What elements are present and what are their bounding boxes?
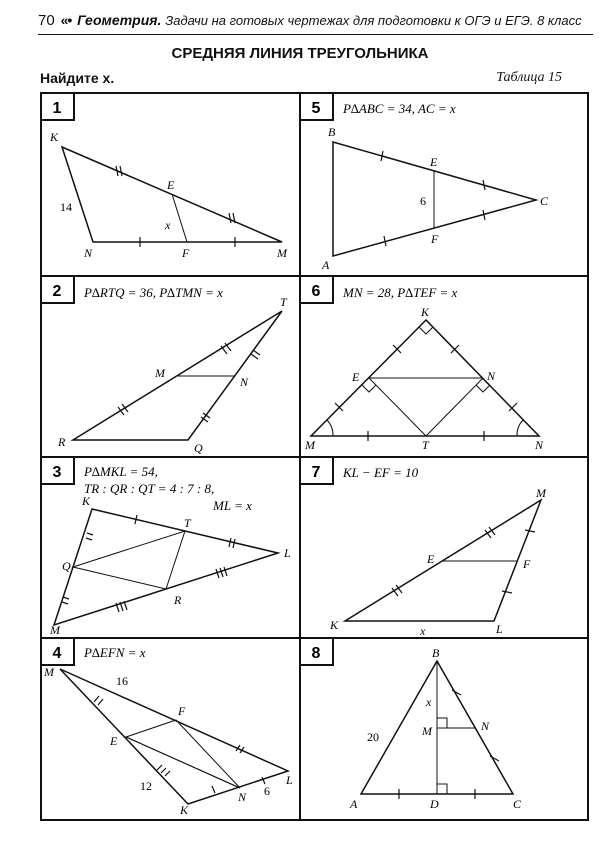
vertex-label-B: B	[328, 125, 336, 139]
problem-number: 8	[311, 645, 321, 662]
side-value-6: 6	[264, 784, 270, 798]
vertex-label-E: E	[167, 178, 175, 192]
vertex-label-F: F	[431, 232, 439, 246]
side-value-16: 16	[116, 674, 128, 688]
vertex-label-M: M	[155, 366, 165, 380]
vertex-label-T: T	[280, 295, 287, 309]
vertex-label-F: F	[523, 557, 531, 571]
number-box-2	[41, 276, 74, 303]
vertex-label-K: K	[421, 305, 430, 319]
condition-3-line2: TR : QR : QT = 4 : 7 : 8,	[84, 481, 215, 496]
vertex-label-D: D	[430, 797, 439, 811]
angle-arc-N	[517, 420, 523, 436]
vertex-label-A: A	[322, 258, 330, 272]
vertex-label-F: F	[182, 246, 190, 260]
figure-4	[43, 665, 293, 817]
problem-number: 6	[311, 283, 321, 300]
triangle-TRQ	[73, 311, 282, 440]
vertex-label-K: K	[330, 618, 339, 632]
book-title: Геометрия.	[77, 12, 162, 28]
side-value-6: 6	[420, 194, 426, 208]
vertex-label-N-mid: N	[487, 369, 496, 383]
vertex-label-T: T	[422, 438, 429, 452]
vertex-label-E: E	[352, 370, 360, 384]
number-box-1	[41, 93, 74, 120]
figure-7	[329, 486, 547, 638]
number-box-6	[300, 276, 333, 303]
vertex-label-A: A	[350, 797, 358, 811]
triangle-MLK	[60, 669, 288, 804]
side-value-14: 14	[60, 200, 72, 214]
right-angle-M	[437, 718, 447, 728]
number-box-5	[300, 93, 333, 120]
right-angle-N	[476, 385, 490, 392]
right-angle-D	[437, 784, 447, 794]
vertex-label-N: N	[84, 246, 93, 260]
vertex-label-Q: Q	[62, 559, 71, 573]
angle-arc-M	[327, 420, 333, 436]
unknown-x: x	[420, 624, 426, 638]
vertex-label-N: N	[238, 790, 247, 804]
vertex-label-N: N	[535, 438, 544, 452]
vertex-label-K: K	[180, 803, 189, 817]
vertex-label-M: M	[277, 246, 287, 260]
vertex-label-E: E	[110, 734, 118, 748]
figure-1	[49, 130, 288, 260]
problem-number: 7	[311, 464, 321, 481]
vertex-label-E: E	[427, 552, 435, 566]
condition-6: MN = 28, P∆TEF = x	[343, 285, 458, 300]
vertex-label-L: L	[286, 773, 293, 787]
problem-number: 2	[52, 283, 62, 300]
figure-3	[49, 494, 291, 637]
unknown-x: x	[426, 695, 432, 709]
condition-3-line3: ML = x	[213, 498, 252, 513]
vertex-label-Q: Q	[194, 441, 203, 455]
right-angle-K	[419, 327, 433, 334]
vertex-label-L: L	[496, 622, 503, 636]
vertex-label-B: B	[432, 646, 440, 660]
vertex-label-E: E	[430, 155, 438, 169]
side-value-12: 12	[140, 779, 152, 793]
figure-6	[304, 305, 544, 452]
vertex-label-M: M	[50, 623, 60, 637]
condition-2: P∆RTQ = 36, P∆TMN = x	[84, 285, 223, 300]
problem-number: 5	[311, 100, 321, 117]
triangle-KLM	[54, 509, 278, 625]
number-box-4	[41, 638, 74, 665]
condition-4: P∆EFN = x	[84, 645, 146, 660]
vertex-label-L: L	[284, 546, 291, 560]
vertex-label-C: C	[513, 797, 522, 811]
vertex-label-K: K	[50, 130, 59, 144]
number-box-7	[300, 457, 333, 484]
condition-7: KL − EF = 10	[343, 465, 419, 480]
side-value-20: 20	[367, 730, 379, 744]
table-label: Таблица 15	[496, 70, 562, 85]
vertex-label-N: N	[240, 375, 249, 389]
problem-number: 4	[52, 645, 62, 662]
vertex-label-M: M	[536, 486, 546, 500]
figure-8	[349, 646, 522, 811]
vertex-label-M: M	[44, 665, 54, 679]
segments-ETN	[369, 378, 483, 436]
number-box-8	[300, 638, 333, 665]
triangle-EFN	[126, 720, 240, 788]
figure-2	[57, 295, 288, 455]
vertex-label-M: M	[305, 438, 315, 452]
figure-5	[321, 125, 549, 272]
problem-number: 1	[52, 100, 62, 117]
vertex-label-C: C	[540, 194, 549, 208]
vertex-label-K: K	[82, 494, 91, 508]
problem-number: 3	[52, 464, 62, 481]
segment-EF	[172, 194, 187, 242]
condition-5: P∆ABC = 34, AC = x	[343, 101, 456, 116]
vertex-label-R: R	[174, 593, 182, 607]
vertex-label-M: M	[422, 724, 432, 738]
book-subtitle: Задачи на готовых чертежах для подготовки к ОГЭ и ЕГЭ. 8 класс	[165, 13, 582, 28]
vertex-label-F: F	[178, 704, 186, 718]
section-title: СРЕДНЯЯ ЛИНИЯ ТРЕУГОЛЬНИКА	[171, 45, 429, 62]
condition-3-line1: P∆MKL = 54,	[84, 464, 158, 479]
instruction: Найдите x.	[40, 70, 115, 86]
number-box-3	[41, 457, 74, 484]
right-angle-E	[362, 385, 376, 392]
vertex-label-T: T	[184, 516, 191, 530]
unknown-x: x	[165, 218, 171, 232]
page-number: 70	[38, 12, 55, 29]
vertex-label-R: R	[58, 435, 66, 449]
vertex-label-N: N	[481, 719, 490, 733]
publisher-logo: «•	[60, 12, 72, 28]
